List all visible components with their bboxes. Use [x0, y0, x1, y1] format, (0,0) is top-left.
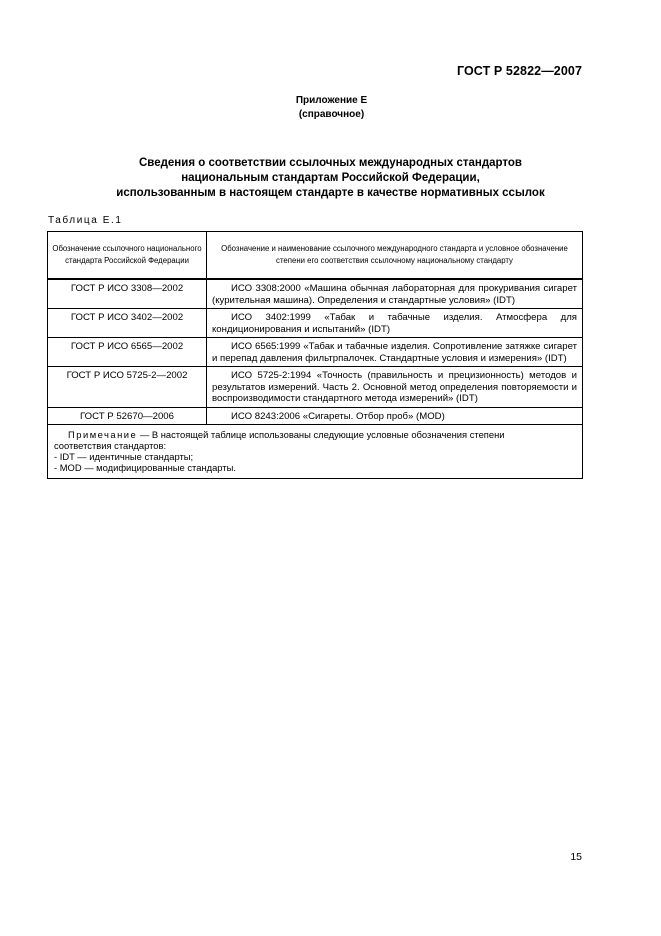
table-row	[48, 279, 583, 309]
header-international-standard: Обозначение и наименование ссылочного международного стандарта и условное обозначение степени его соответствия ссылочному национальному стандарту	[207, 232, 583, 280]
international-standard-cell: ИСО 8243:2006 «Сигареты. Отбор проб» (MOD)	[207, 407, 583, 425]
national-standard-cell: ГОСТ Р ИСО 5725-2—2002	[48, 367, 207, 408]
international-standard-cell: ИСО 5725-2:1994 «Точность (правильность и прецизионность) методов и результатов измерений. Часть 2. Основной метод определения повторяемости и воспроизводимости стандартного метода измерений» (IDT)	[207, 367, 583, 408]
standard-code: ГОСТ Р 52822—2007	[456, 64, 582, 78]
national-standard-cell: ГОСТ Р ИСО 3308—2002	[48, 279, 207, 309]
table-note-row	[48, 425, 583, 479]
national-standard-cell: ГОСТ Р ИСО 6565—2002	[48, 338, 207, 367]
section-title	[0, 156, 661, 201]
table-row	[48, 367, 583, 408]
table-note	[48, 425, 583, 479]
national-standard-cell: ГОСТ Р 52670—2006	[48, 407, 207, 425]
page-number: 15	[570, 851, 582, 863]
table-row	[48, 407, 583, 425]
table-label: Таблица Е.1	[48, 215, 123, 226]
note-line-2: соответствия стандартов:	[54, 440, 167, 451]
note-line-1	[54, 429, 576, 440]
appendix-title: Приложение Е	[295, 95, 368, 106]
international-standard-cell: ИСО 6565:1999 «Табак и табачные изделия. Сопротивление затяжке сигарет и перепад давления фильтрпалочек. Стандартные условия и измерения» (IDT)	[207, 338, 583, 367]
note-item-idt: - IDT — идентичные стандарты;	[54, 451, 194, 462]
reference-table	[47, 231, 583, 479]
national-standard-cell: ГОСТ Р ИСО 3402—2002	[48, 309, 207, 338]
appendix-subtitle: (справочное)	[298, 109, 365, 120]
section-title-line-1: Сведения о соответствии ссылочных международных стандартов	[138, 157, 522, 169]
section-title-line-3: использованным в настоящем стандарте в качестве нормативных ссылок	[116, 187, 545, 199]
table-row	[48, 338, 583, 367]
appendix-heading	[0, 94, 661, 122]
international-standard-cell: ИСО 3402:1999 «Табак и табачные изделия. Атмосфера для кондиционирования и испытаний» (IDT)	[207, 309, 583, 338]
note-prefix: Примечание	[68, 429, 138, 440]
header-national-standard: Обозначение ссылочного национального стандарта Российской Федерации	[48, 232, 207, 280]
international-standard-cell: ИСО 3308:2000 «Машина обычная лабораторная для прокуривания сигарет (курительная машина). Определения и стандартные условия» (IDT)	[207, 279, 583, 309]
table-header-row	[48, 232, 583, 280]
table-row	[48, 309, 583, 338]
note-text: — В настоящей таблице использованы следующие условные обозначения степени	[137, 429, 505, 440]
note-item-mod: - MOD — модифицированные стандарты.	[54, 462, 236, 473]
section-title-line-2: национальным стандартам Российской Федерации,	[181, 172, 480, 184]
